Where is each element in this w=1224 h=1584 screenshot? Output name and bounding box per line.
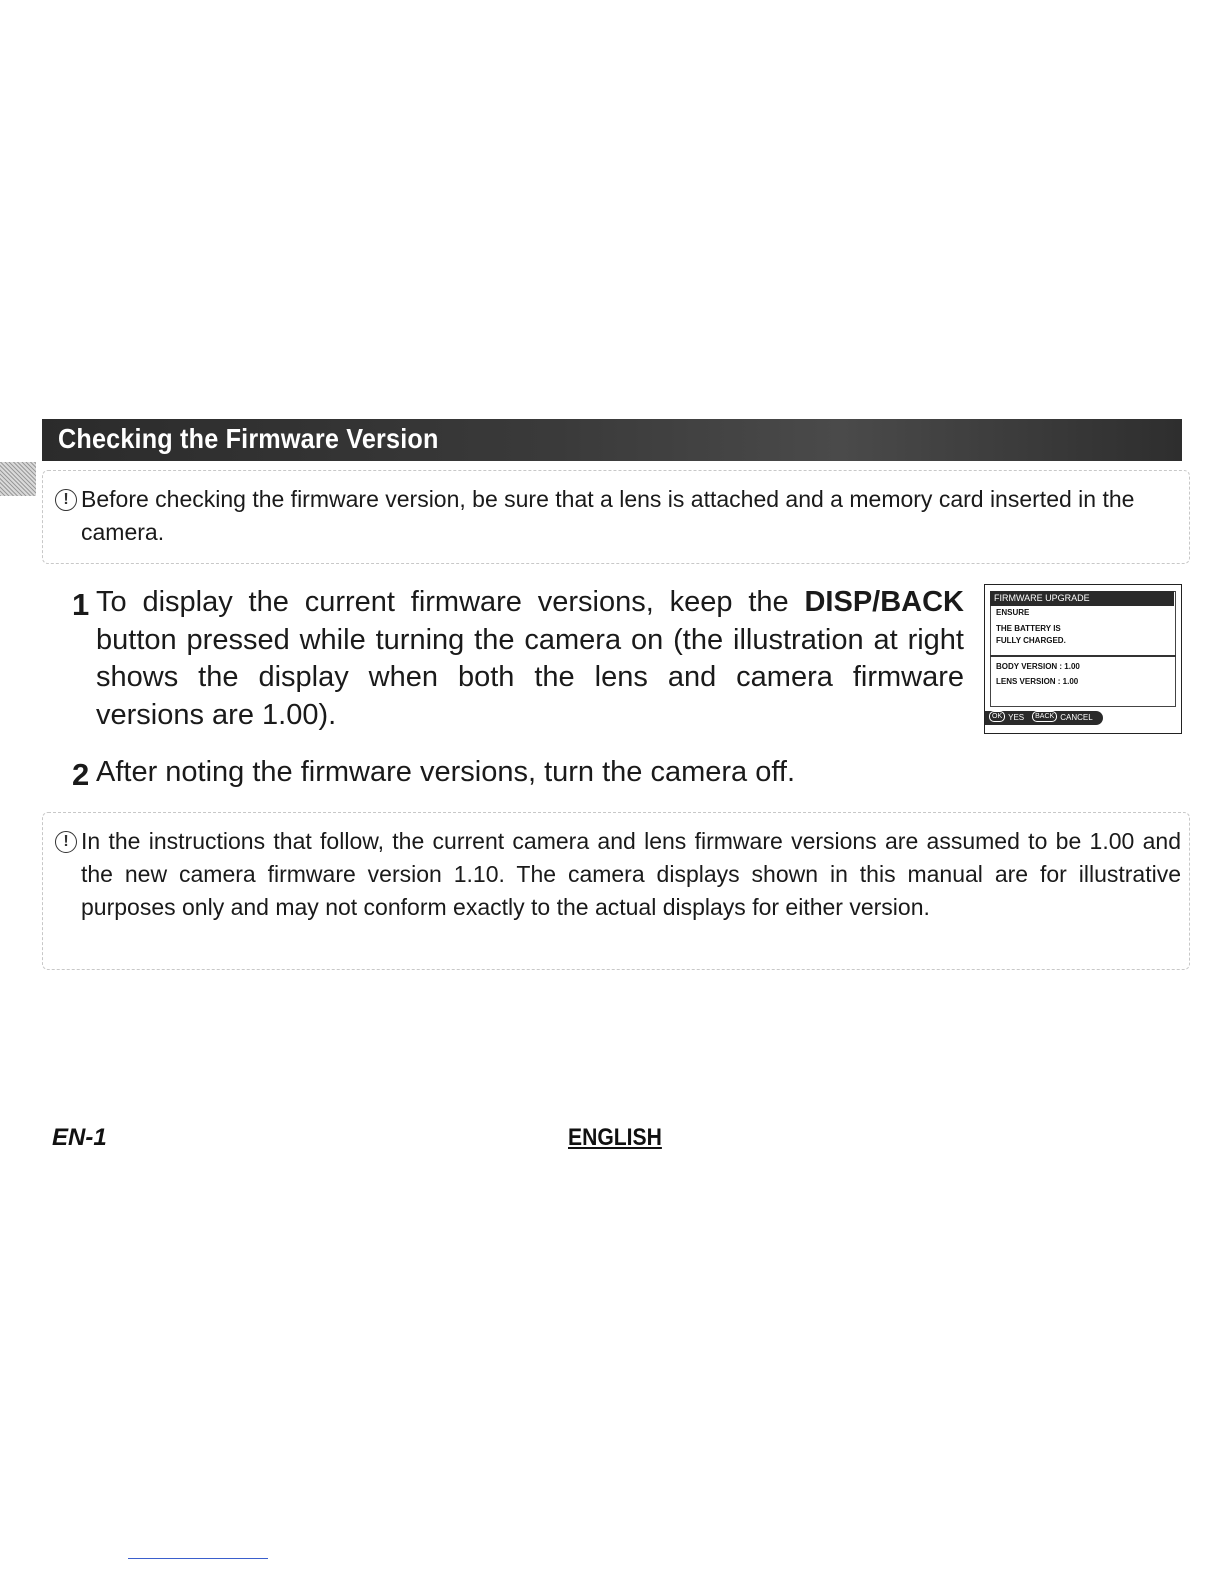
- caution-note-1-text: Before checking the firmware version, be sure that a lens is attached and a memory card inserted in the camera.: [81, 486, 1135, 545]
- camera-display-illustration: [984, 584, 1182, 734]
- caution-note-1: [42, 470, 1190, 564]
- caution-note-2: [42, 812, 1190, 970]
- camera-display-line-1: ENSURE: [996, 608, 1030, 617]
- caution-icon: !: [55, 489, 77, 511]
- step-1-text-after: button pressed while turning the camera on (the illustration at right shows the display when both the lens and camera firmware versions are 1.00).: [96, 623, 964, 731]
- step-1-number: 1: [72, 587, 90, 622]
- step-2: [72, 754, 964, 792]
- back-key-icon: BACK: [1032, 711, 1057, 722]
- bottom-rule: [128, 1558, 268, 1559]
- caution-note-2-text: In the instructions that follow, the current camera and lens firmware versions are assumed to be 1.00 and the new camera firmware version 1.10. The camera displays shown in this manual are for illustrative purposes only and may not conform exactly to the actual displays for either version.: [81, 828, 1181, 920]
- step-2-text: After noting the firmware versions, turn the camera off.: [96, 756, 796, 788]
- camera-display-footer: [985, 711, 1103, 725]
- step-1-text: [96, 584, 964, 734]
- step-2-number: 2: [72, 757, 90, 792]
- back-key-label: CANCEL: [1060, 713, 1093, 722]
- side-tab-marker: [0, 462, 36, 496]
- ok-key-label: YES: [1008, 713, 1025, 722]
- ok-key-icon: OK: [989, 711, 1005, 722]
- section-title: Checking the Firmware Version: [58, 423, 439, 454]
- camera-display-lens-version: LENS VERSION : 1.00: [996, 677, 1079, 686]
- camera-display-line-2: THE BATTERY IS: [996, 624, 1061, 633]
- section-header: [42, 419, 1182, 461]
- caution-icon: !: [55, 831, 77, 853]
- camera-display-line-3: FULLY CHARGED.: [996, 636, 1066, 645]
- step-1: [72, 584, 964, 734]
- disp-back-button-name: DISP/BACK: [804, 586, 964, 618]
- camera-display-divider: [990, 655, 1176, 657]
- step-1-text-before: To display the current firmware versions, keep the: [96, 586, 805, 618]
- language-label: ENGLISH: [568, 1124, 662, 1151]
- page-number: EN-1: [52, 1124, 107, 1151]
- camera-display-header: FIRMWARE UPGRADE: [990, 591, 1174, 606]
- camera-display-body-version: BODY VERSION : 1.00: [996, 662, 1080, 671]
